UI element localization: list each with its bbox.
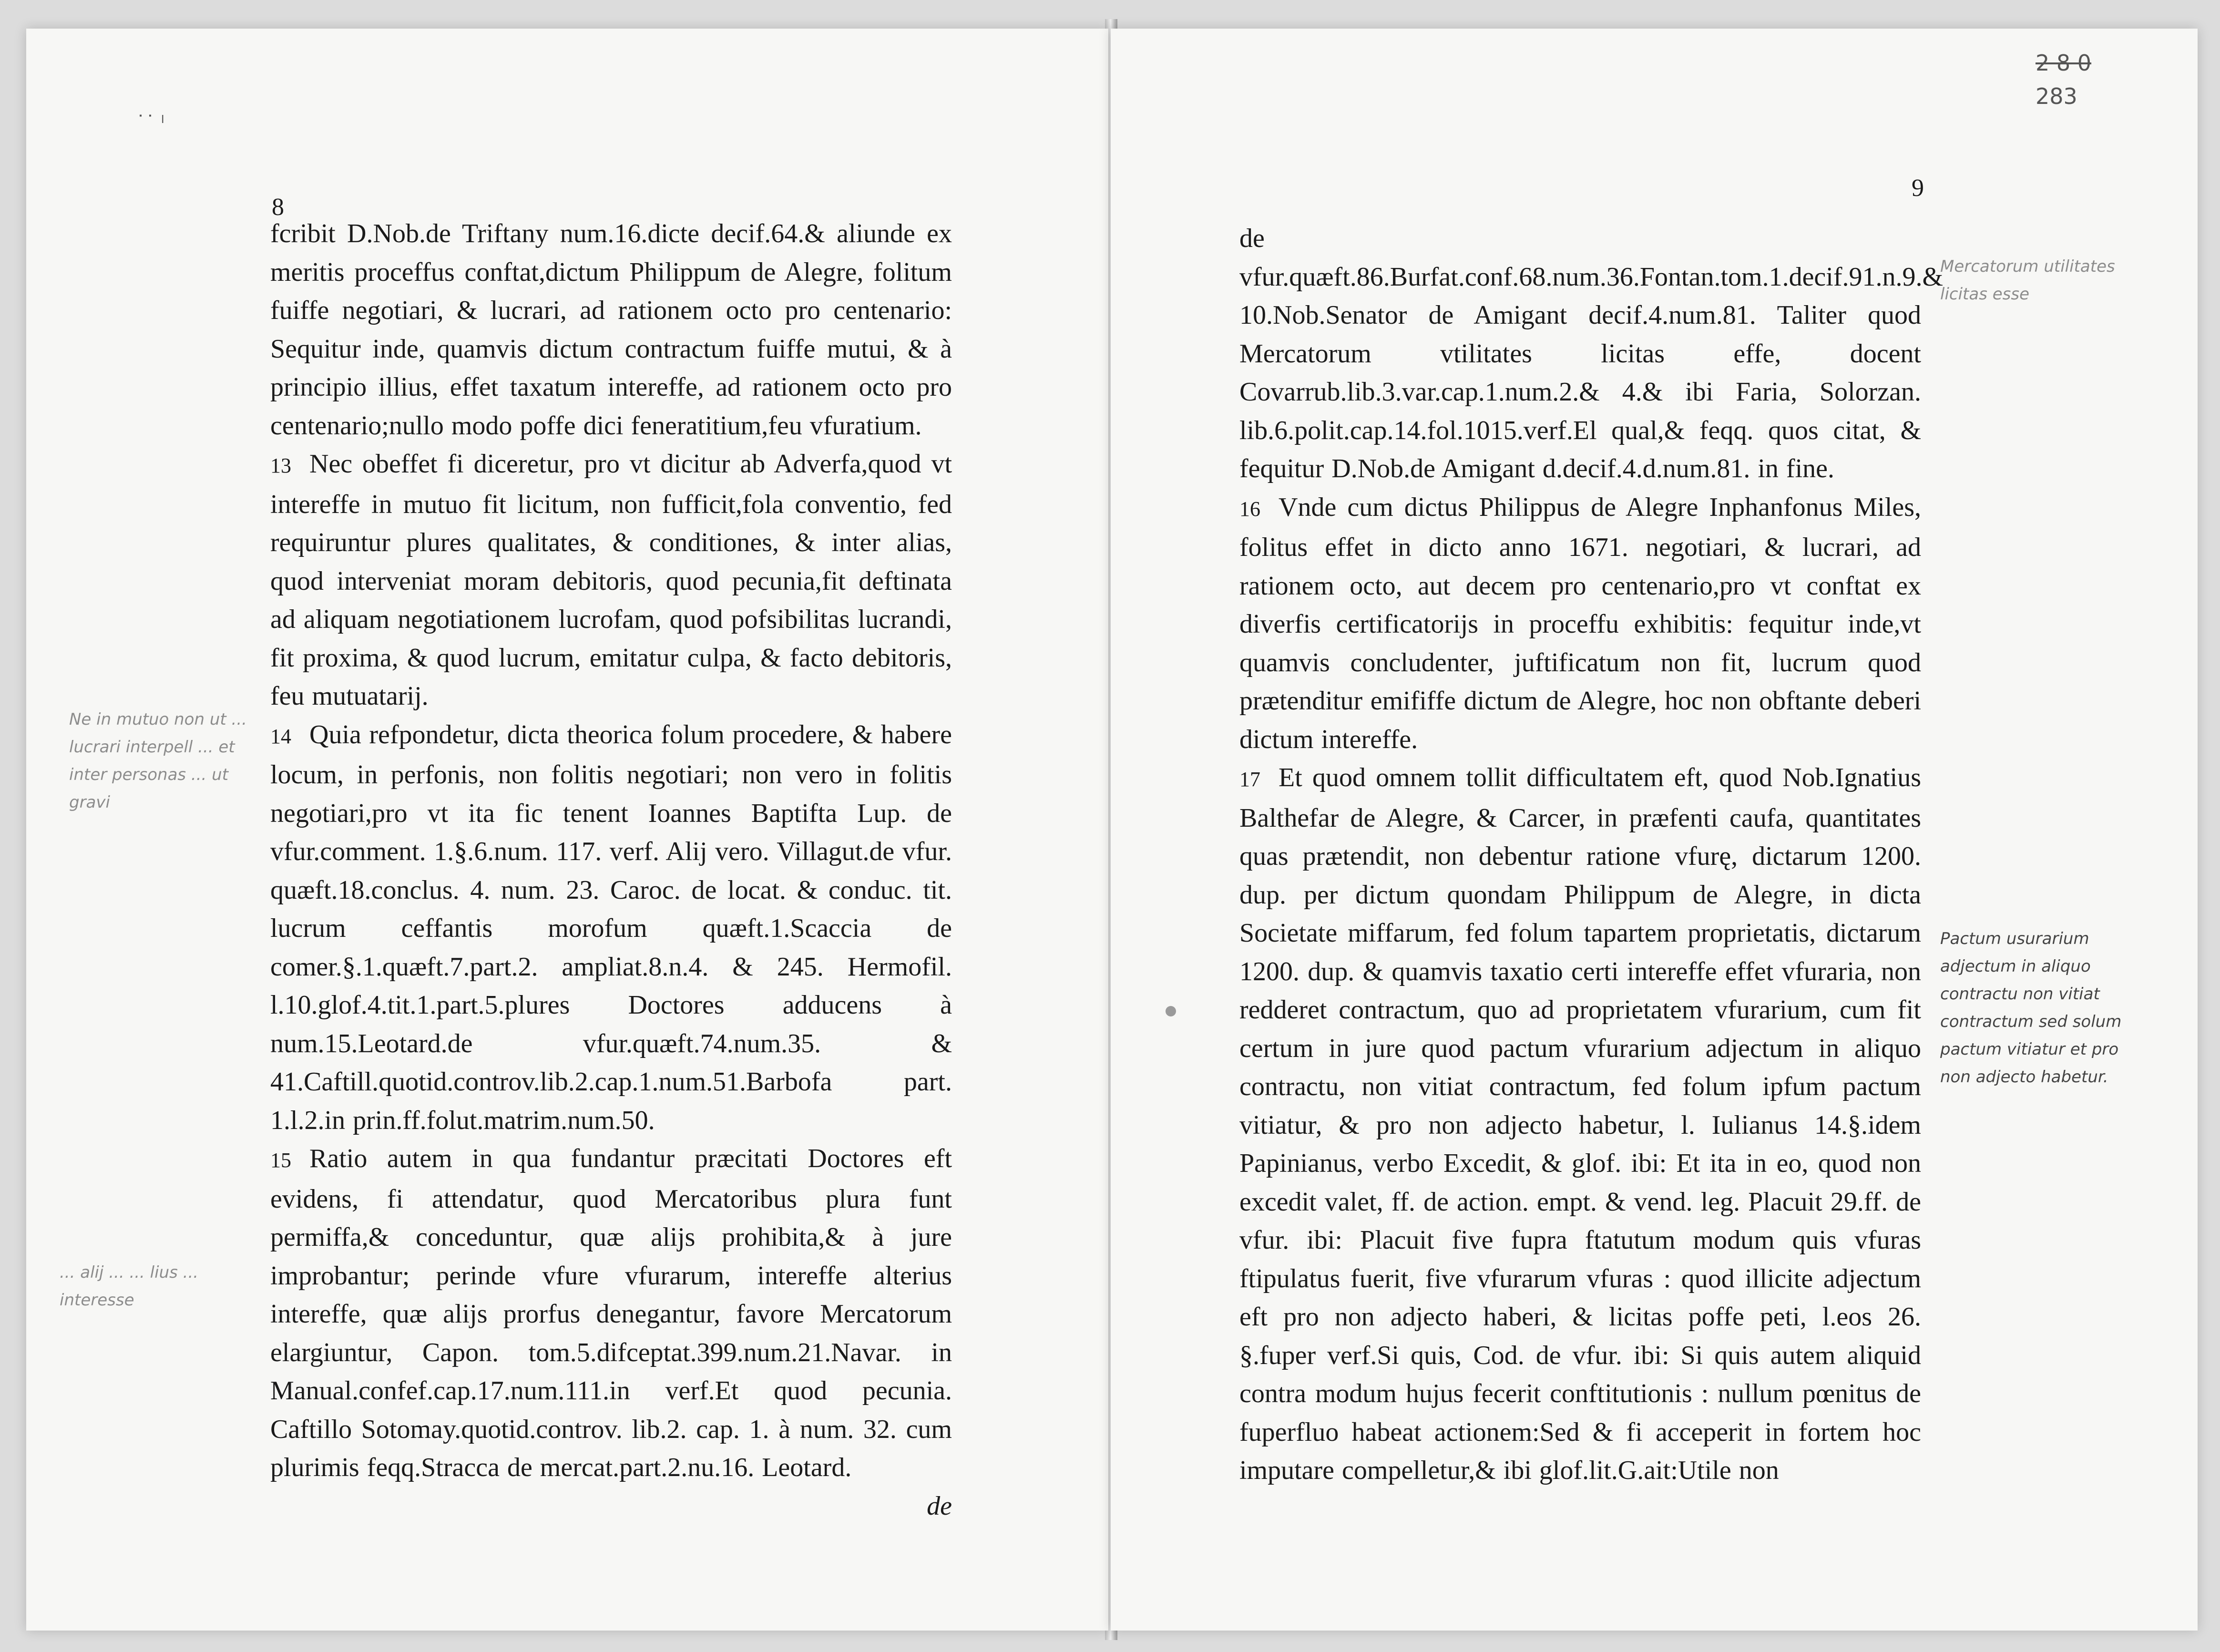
- paragraph-text: fcribit D.Nob.de Triftany num.16.dicte decif.64.& aliunde ex meritis proceffus conftat,dictum Philippum de Alegre, folitum fuiffe negotiari, & lucrari, ad rationem octo pro centenario: Sequitur inde, quamvis dictum contractum fuiffe mutui, & à principio illius, effet taxatum intereffe, ad rationem octo pro centenario;nullo modo poffe dici feneratitium,feu vfuratium.: [270, 219, 952, 441]
- paragraph-text: Nec obeffet fi diceretur, pro vt dicitur ab Adverfa,quod vt intereffe in mutuo fit licitum, non fufficit,fola conventio, fed requiruntur plures qualitates, & conditiones, & inter alias, quod interveniat moram debitoris, quod pecunia,fit deftinata ad aliquam negotiationem lucrofam, quod pofsibilitas lucrandi, fit proxima, & quod lucrum, emitatur culpa, & facto debitoris, feu mutuatarij.: [270, 449, 952, 711]
- left-marginal-note-2: ... alij ... ... lius ... interesse: [60, 1263, 199, 1310]
- paragraph-number: 14: [270, 724, 291, 748]
- right-folio: 9: [1912, 174, 1924, 202]
- paragraph-text: Ratio autem in qua fundantur præcitati Doctores eft evidens, fi attendatur, quod Mercatoribus plura funt permiffa,& conceduntur, quæ alijs prohibita,& à jure improbantur; perinde vfure vfurarum, intereffe alterius intereffe, quæ alijs prorfus denegantur, favore Mercatorum elargiuntur, Capon. tom.5.difceptat.399.num.21.Navar. in Manual.confef.cap.17.num.111.in verf.Et quod pecunia. Caftillo Sotomay.quotid.controv. lib.2. cap. 1. à num. 32. cum plurimis feqq.Stracca de mercat.part.2.nu.16. Leotard.: [270, 1144, 952, 1482]
- paragraph-number: 15: [270, 1149, 291, 1172]
- paragraph: [1239, 488, 1921, 759]
- paragraph-number: 13: [270, 454, 291, 477]
- paragraph-text: de vfur.quæft.86.Burfat.conf.68.num.36.Fontan.tom.1.decif.91.n.9.& 10.Nob.Senator de Amigant decif.4.num.81. Taliter quod Mercatorum vtilitates licitas effe, docent Covarrub.lib.3.var.cap.1.num.2.& 4.& ibi Faria, Solorzan. lib.6.polit.cap.14.fol.1015.verf.El qual,& feqq. quos citat, & fequitur D.Nob.de Amigant d.decif.4.d.num.81. in fine.: [1239, 224, 1944, 483]
- paragraph: [1239, 219, 1944, 488]
- paragraph: [270, 1139, 952, 1487]
- left-body-text: [270, 215, 952, 1525]
- left-folio: 8: [272, 194, 284, 221]
- corner-marks: ˙˙ ˡ: [136, 112, 164, 134]
- paragraph: [270, 716, 952, 1140]
- paragraph-number: 17: [1239, 768, 1260, 791]
- left-page: [26, 29, 1108, 1631]
- pencil-number-old: 2 8 0: [2036, 50, 2092, 76]
- left-marginal-note-1: Ne in mutuo non ut ... lucrari interpell ... et inter personas ... ut gravi: [69, 710, 247, 812]
- paragraph: [1239, 759, 1921, 1490]
- paragraph: [270, 445, 952, 716]
- paragraph-text: Vnde cum dictus Philippus de Alegre Inphanfonus Miles, folitus effet in dicto anno 1671. negotiari, & lucrari, ad rationem octo, aut decem pro centenario,pro vt conftat ex diverfis certificatorijs in proceffu exhibitis: fequitur inde,vt quamvis concludenter, juftificatum non fit, lucrum quod prætenditur emififfe dictum de Alegre, hoc non obftante deberi dictum intereffe.: [1239, 492, 1921, 754]
- right-marginal-note-2: Pactum usurarium adjectum in aliquo contractu non vitiat contractum sed solum pactum vitiatur et pro non adjecto habetur.: [1940, 929, 2122, 1087]
- binding-hole: [1166, 1006, 1176, 1016]
- right-page: [1111, 29, 2198, 1631]
- right-body-text: [1239, 219, 1944, 1490]
- paragraph: [270, 215, 952, 445]
- right-marginal-note-1: Mercatorum utilitates licitas esse: [1940, 257, 2115, 304]
- paragraph-number: 16: [1239, 497, 1260, 521]
- catchword: de: [927, 1491, 952, 1521]
- pencil-folio-number: 283: [2036, 83, 2077, 109]
- paragraph-text: Et quod omnem tollit difficultatem eft, quod Nob.Ignatius Balthefar de Alegre, & Carcer, in præfenti caufa, quantitates quas prætendit, non debentur ratione vfurę, dictarum 1200. dup. per dictum quondam Philippum de Alegre, in dicta Societate miffarum, fed folum tapartem proprietatis, dictarum 1200. dup. & quamvis taxatio certi intereffe effet vfuraria, non redderet contractum, quo ad proprietatem vfurarium, cum fit certum in jure quod pactum vfurarium adjectum in aliquo contractu, non vitiat contractum, fed folum ipfum pactum vitiatur, & pro non adjecto habetur, l. Iulianus 14.§.idem Papinianus, verbo Excedit, & glof. ibi: Et ita in eo, quod non excedit valet, ff. de action. empt. & vend. leg. Placuit 29.ff. de vfur. ibi: Placuit five fupra ftatutum modum quis vfuras ftipulatus fuerit, five vfurarum vfuras : quod illicite adjectum eft pro non adjecto haberi, & licitas poffe peti, l.eos 26. §.fuper verf.Si quis, Cod. de vfur. ibi: Si quis autem aliquid contra modum hujus fecerit conftitutionis : nullum pœnitus de fuperfluo habeat actionem:Sed & fi acceperit in fortem hoc imputare compelletur,& ibi glof.lit.G.ait:Utile non: [1239, 763, 1921, 1485]
- paragraph-text: Quia refpondetur, dicta theorica folum procedere, & habere locum, in perfonis, non folitis negotiari; non vero in folitis negotiari,pro vt ita fic tenent Ioannes Baptifta Lup. de vfur.comment. 1.§.6.num. 117. verf. Alij vero. Villagut.de vfur. quæft.18.conclus. 4. num. 23. Caroc. de locat. & conduc. tit. lucrum ceffantis morofum quæft.1.Scaccia de comer.§.1.quæft.7.part.2. ampliat.8.n.4. & 245. Hermofil. l.10.glof.4.tit.1.part.5.plures Doctores adducens à num.15.Leotard.de vfur.quæft.74.num.35. & 41.Caftill.quotid.controv.lib.2.cap.1.num.51.Barbofa part. 1.l.2.in prin.ff.folut.matrim.num.50.: [270, 719, 952, 1135]
